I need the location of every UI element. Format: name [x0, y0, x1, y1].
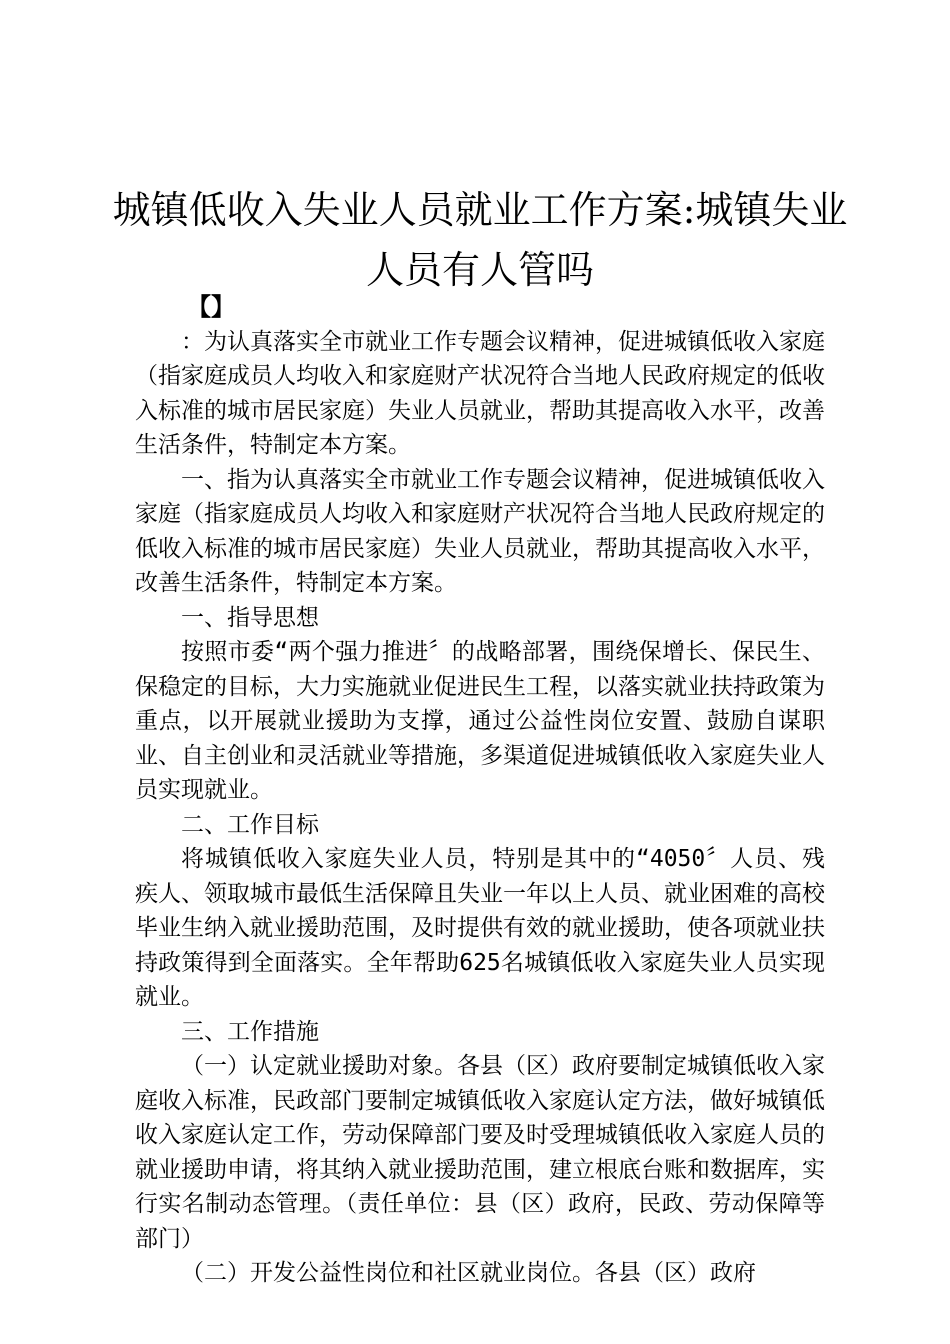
title-line-1: 城镇低收入失业人员就业工作方案:城镇失业 — [112, 188, 848, 232]
section-heading: 三、工作措施 — [181, 1018, 319, 1045]
source-bracket: 【】 — [187, 293, 235, 321]
paragraph: 将城镇低收入家庭失业人员，特别是其中的“4050〞人员、残疾人、领取城市最低生活保障且失业一年以上人员、就业困难的高校毕业生纳入就业援助范围，及时提供有效的就业援助，使各项就业扶持政策得到全面落实。全年帮助625名城镇低收入家庭失业人员实现就业。 — [135, 846, 825, 1010]
section-heading: 一、指导思想 — [181, 604, 319, 631]
title-line-2: 人员有人管吗 — [365, 248, 594, 292]
paragraph: （二）开发公益性岗位和社区就业岗位。各县（区）政府 — [181, 1260, 756, 1286]
paragraph: 一、指为认真落实全市就业工作专题会议精神，促进城镇低收入家庭（指家庭成员人均收入和家庭财产状况符合当地人民政府规定的低收入标准的城市居民家庭）失业人员就业，帮助其提高收入水平，改善生活条件，特制定本方案。 — [135, 466, 825, 596]
paragraph: （一）认定就业援助对象。各县（区）政府要制定城镇低收入家庭收入标准，民政部门要制定城镇低收入家庭认定方法，做好城镇低收入家庭认定工作，劳动保障部门要及时受理城镇低收入家庭人员的就业援助申请，将其纳入就业援助范围，建立根底台账和数据库，实行实名制动态管理。（责任单位：县（区）政府，民政、劳动保障等部门） — [135, 1053, 825, 1252]
intro-paragraph: ：为认真落实全市就业工作专题会议精神，促进城镇低收入家庭（指家庭成员人均收入和家庭财产状况符合当地人民政府规定的低收入标准的城市居民家庭）失业人员就业，帮助其提高收入水平，改善生活条件，特制定本方案。 — [135, 328, 825, 458]
section-heading: 二、工作目标 — [181, 811, 319, 838]
document-title — [100, 180, 860, 300]
document-body — [135, 290, 825, 1291]
paragraph: 按照市委“两个强力推进〞的战略部署，围绕保增长、保民生、保稳定的目标，大力实施就业促进民生工程，以落实就业扶持政策为重点，以开展就业援助为支撑，通过公益性岗位安置、鼓励自谋职业、自主创业和灵活就业等措施，多渠道促进城镇低收入家庭失业人员实现就业。 — [135, 639, 825, 803]
